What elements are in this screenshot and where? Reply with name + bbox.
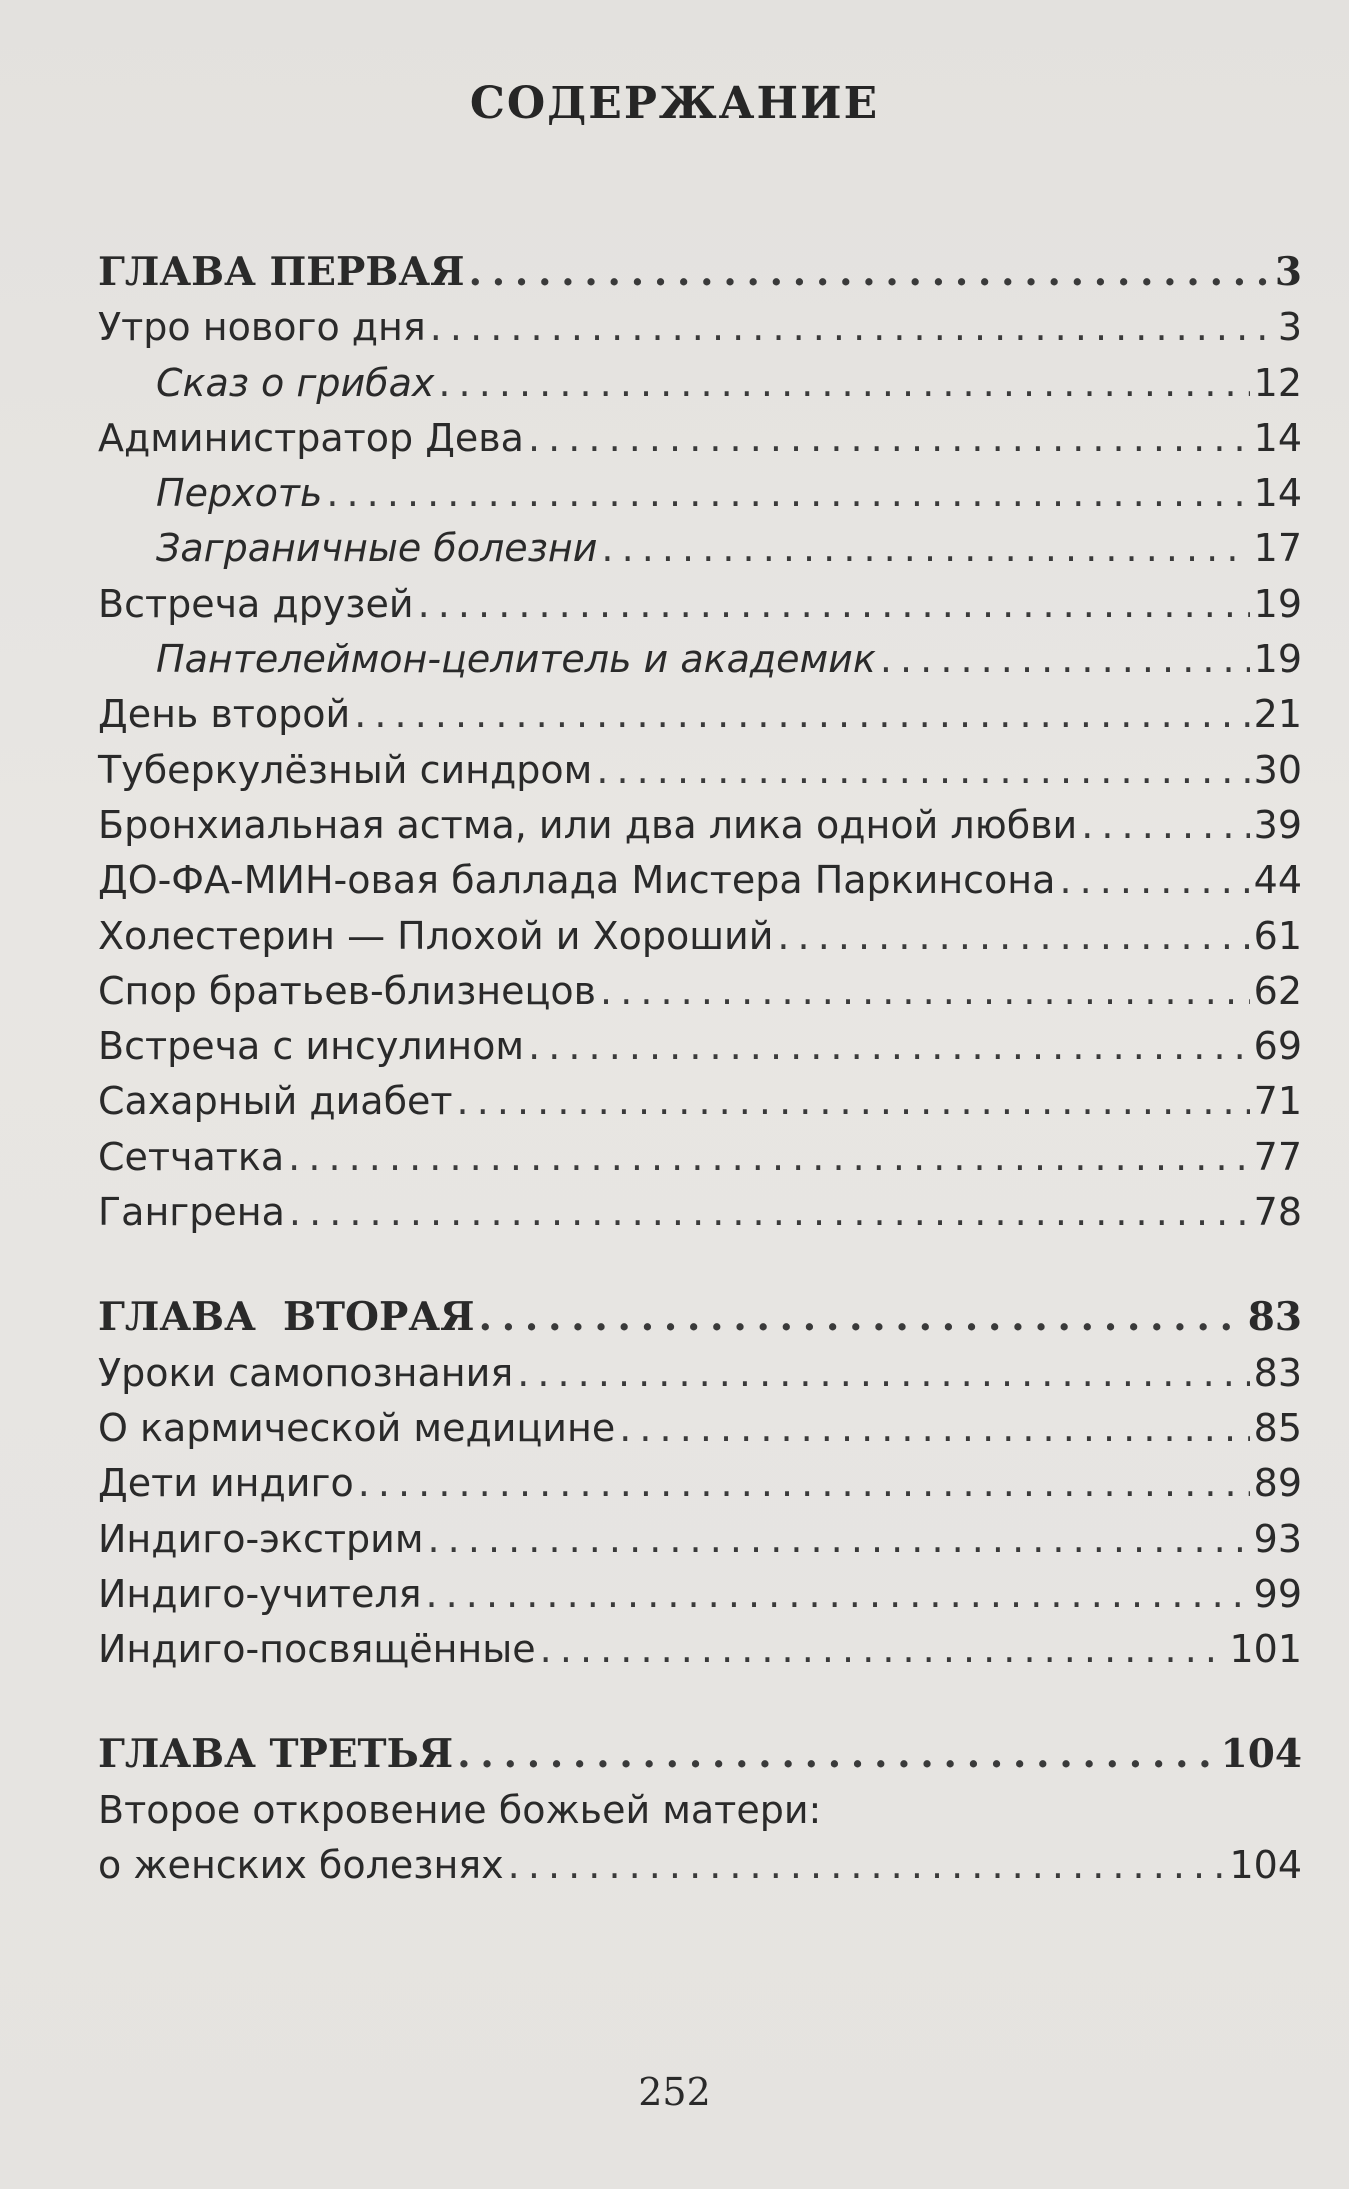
entry-label: Туберкулёзный синдром: [98, 747, 593, 792]
leader-dots: [468, 245, 1270, 300]
page-number: 39: [1253, 802, 1302, 847]
leader-dots: [601, 521, 1249, 576]
leader-dots: [479, 1290, 1244, 1345]
toc-entry: [98, 1512, 1302, 1567]
page-number: 104: [1220, 1731, 1302, 1778]
entry-label: Холестерин — Плохой и Хороший: [98, 913, 774, 958]
toc-chapter-1: [98, 245, 1302, 300]
leader-dots: [288, 1130, 1249, 1185]
page-number: 83: [1247, 1294, 1302, 1341]
page-number: 14: [1253, 415, 1302, 460]
page-number: 61: [1253, 913, 1302, 958]
toc-entry: [98, 1130, 1302, 1185]
entry-label: Сказ о грибах: [156, 360, 435, 405]
entry-label: о женских болезнях: [98, 1843, 504, 1888]
leader-dots: [600, 964, 1250, 1019]
page-number: 104: [1229, 1843, 1302, 1888]
entry-label: Индиго-учителя: [98, 1571, 422, 1616]
entry-label: Утро нового дня: [98, 305, 426, 350]
spacer: [98, 1240, 1302, 1290]
entry-label: Индиго-посвящённые: [98, 1627, 536, 1672]
entry-label: Гангрена: [98, 1190, 285, 1235]
entry-label: О кармической медицине: [98, 1405, 616, 1450]
folio-page-number: 252: [638, 2070, 711, 2114]
toc-entry: [98, 964, 1302, 1019]
leader-dots: [457, 1074, 1250, 1129]
entry-label: Сетчатка: [98, 1134, 285, 1179]
page-number: 62: [1253, 968, 1302, 1013]
leader-dots: [425, 1567, 1249, 1622]
entry-label: Пантелеймон-целитель и академик: [156, 637, 876, 682]
leader-dots: [1059, 853, 1249, 908]
page-number: 19: [1253, 637, 1302, 682]
entry-label: Заграничные болезни: [156, 526, 598, 571]
leader-dots: [619, 1401, 1249, 1456]
chapter-heading: ГЛАВА ПЕРВАЯ: [98, 249, 465, 295]
page-number: 99: [1253, 1571, 1302, 1616]
entry-label: Сахарный диабет: [98, 1079, 453, 1124]
chapter-heading: ГЛАВА ТРЕТЬЯ: [98, 1731, 454, 1778]
leader-dots: [528, 1019, 1250, 1074]
toc-entry: [98, 798, 1302, 853]
toc-entry: [98, 577, 1302, 632]
page-number: 89: [1253, 1461, 1302, 1506]
entry-label: Спор братьев-близнецов: [98, 968, 597, 1013]
page-number: 30: [1253, 747, 1302, 792]
leader-dots: [358, 1456, 1250, 1511]
toc-entry: [98, 1401, 1302, 1456]
leader-dots: [540, 1622, 1226, 1677]
page-number: 3: [1274, 249, 1302, 295]
page-number: 85: [1253, 1405, 1302, 1450]
entry-label: Бронхиальная астма, или два лика одной любви: [98, 802, 1078, 847]
spacer: [98, 1677, 1302, 1727]
page-number: 12: [1253, 360, 1302, 405]
toc-subentry: [98, 632, 1302, 687]
leader-dots: [777, 909, 1249, 964]
entry-label: Уроки самопознания: [98, 1350, 514, 1395]
page-number: 101: [1229, 1627, 1302, 1672]
toc-entry: [98, 1567, 1302, 1622]
entry-label: Встреча с инсулином: [98, 1024, 525, 1069]
page-number: 21: [1253, 692, 1302, 737]
page-number: 69: [1253, 1024, 1302, 1069]
leader-dots: [418, 577, 1250, 632]
leader-dots: [596, 743, 1249, 798]
leader-dots: [326, 466, 1249, 521]
toc-entry: [98, 1074, 1302, 1129]
entry-label: Дети индиго: [98, 1461, 354, 1506]
toc-entry: [98, 1185, 1302, 1240]
toc-subentry: [98, 521, 1302, 576]
page-number: 71: [1253, 1079, 1302, 1124]
toc-entry: [98, 300, 1302, 355]
entry-label: День второй: [98, 692, 351, 737]
toc-chapter-3: [98, 1727, 1302, 1782]
page-number: 83: [1253, 1350, 1302, 1395]
toc-entry: [98, 687, 1302, 742]
page-title: СОДЕРЖАНИЕ: [469, 78, 880, 129]
toc-entry: [98, 743, 1302, 798]
toc-entry: [98, 1838, 1302, 1893]
entry-label-line1: Второе откровение божьей матери:: [98, 1787, 822, 1832]
toc-entry: [98, 853, 1302, 908]
leader-dots: [428, 1512, 1250, 1567]
toc-entry: [98, 1346, 1302, 1401]
chapter-heading: ГЛАВА ВТОРАЯ: [98, 1294, 475, 1341]
page-number: 19: [1253, 581, 1302, 626]
entry-label: Индиго-экстрим: [98, 1516, 424, 1561]
page-number: 14: [1253, 471, 1302, 516]
leader-dots: [508, 1838, 1226, 1893]
table-of-contents: [98, 245, 1302, 1893]
page-number: 44: [1253, 858, 1302, 903]
toc-entry: [98, 909, 1302, 964]
leader-dots: [438, 356, 1249, 411]
page-number: 3: [1277, 305, 1302, 350]
leader-dots: [289, 1185, 1250, 1240]
entry-label: Встреча друзей: [98, 581, 414, 626]
entry-label: ДО-ФА-МИН-овая баллада Мистера Паркинсона: [98, 858, 1056, 903]
leader-dots: [880, 632, 1250, 687]
toc-entry: [98, 1622, 1302, 1677]
page-number: 77: [1253, 1134, 1302, 1179]
leader-dots: [528, 411, 1250, 466]
toc-entry: [98, 1456, 1302, 1511]
entry-label: Перхоть: [156, 471, 323, 516]
leader-dots: [457, 1727, 1216, 1782]
leader-dots: [517, 1346, 1249, 1401]
leader-dots: [1081, 798, 1249, 853]
page-number: 78: [1253, 1190, 1302, 1235]
toc-subentry: [98, 466, 1302, 521]
leader-dots: [354, 687, 1249, 742]
toc-entry: [98, 1019, 1302, 1074]
toc-chapter-2: [98, 1290, 1302, 1345]
toc-subentry: [98, 356, 1302, 411]
toc-entry: [98, 411, 1302, 466]
page-number: 17: [1253, 526, 1302, 571]
entry-label: Администратор Дева: [98, 415, 524, 460]
leader-dots: [430, 300, 1274, 355]
page-number: 93: [1253, 1516, 1302, 1561]
